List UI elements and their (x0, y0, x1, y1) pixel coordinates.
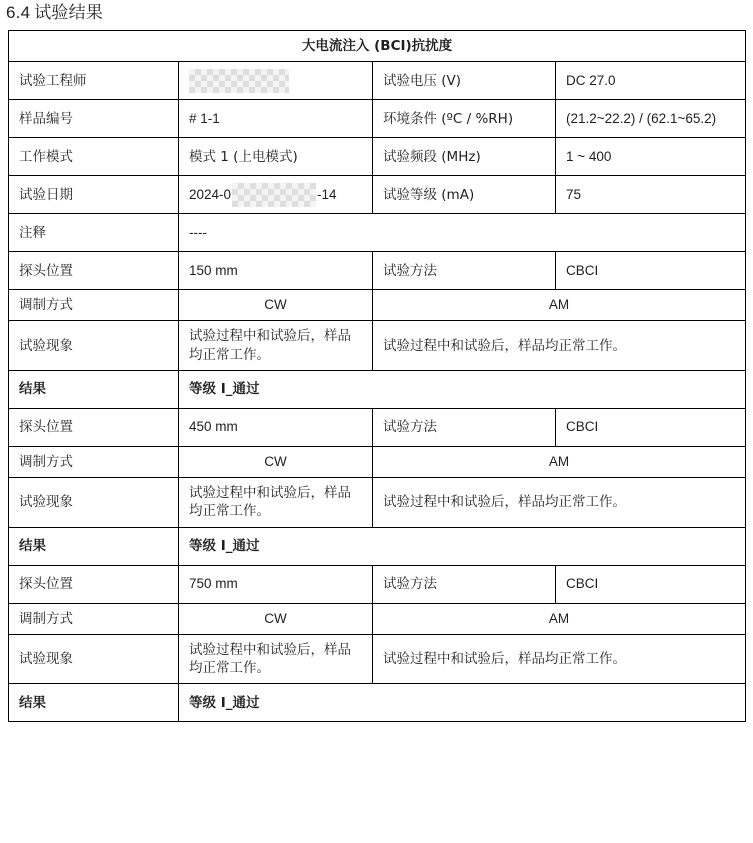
label-note: 注释 (9, 214, 179, 252)
table-row-probe-position (9, 565, 746, 603)
table-row (9, 100, 746, 138)
table-row-phenomenon (9, 321, 746, 370)
value-test-engineer (179, 62, 373, 100)
label-frequency-band: 试验频段 (MHz) (373, 138, 556, 176)
label-work-mode: 工作模式 (9, 138, 179, 176)
value-note: ---- (179, 214, 746, 252)
table-row-probe-position (9, 408, 746, 446)
test-results-table (8, 30, 746, 722)
label-probe-position-1: 探头位置 (9, 252, 179, 290)
page-title: 试验结果 (34, 3, 104, 23)
table-row-result (9, 370, 746, 408)
table-row-note (9, 214, 746, 252)
table-title-row (9, 31, 746, 62)
table-row (9, 62, 746, 100)
value-frequency-band: 1 ~ 400 (556, 138, 746, 176)
label-phenomenon-2: 试验现象 (9, 478, 179, 527)
test-date-prefix: 2024-0 (189, 186, 232, 202)
value-modulation-am-3: AM (373, 603, 746, 634)
value-phenomenon-am-2: 试验过程中和试验后，样品均正常工作。 (373, 478, 746, 527)
table-row (9, 176, 746, 214)
label-result-3: 结果 (9, 684, 179, 722)
label-modulation-2: 调制方式 (9, 446, 179, 477)
value-phenomenon-cw-1: 试验过程中和试验后，样品均正常工作。 (179, 321, 373, 370)
value-environment-conditions: (21.2~22.2) / (62.1~65.2) (556, 100, 746, 138)
value-test-method-2: CBCI (556, 408, 746, 446)
value-modulation-am-1: AM (373, 290, 746, 321)
value-sample-number: # 1-1 (179, 100, 373, 138)
value-result-3: 等级 I_通过 (179, 684, 746, 722)
value-test-method-1: CBCI (556, 252, 746, 290)
value-probe-position-2: 450 mm (179, 408, 373, 446)
table-row-modulation (9, 446, 746, 477)
label-phenomenon-1: 试验现象 (9, 321, 179, 370)
label-probe-position-3: 探头位置 (9, 565, 179, 603)
label-test-date: 试验日期 (9, 176, 179, 214)
table-row-result (9, 684, 746, 722)
value-phenomenon-am-3: 试验过程中和试验后，样品均正常工作。 (373, 634, 746, 683)
table-row-modulation (9, 290, 746, 321)
table-row-result (9, 527, 746, 565)
value-test-method-3: CBCI (556, 565, 746, 603)
value-test-voltage: DC 27.0 (556, 62, 746, 100)
test-date-suffix: -14 (317, 186, 337, 202)
value-result-1: 等级 I_通过 (179, 370, 746, 408)
redaction-block-date (232, 183, 316, 207)
label-result-1: 结果 (9, 370, 179, 408)
table-row-probe-position (9, 252, 746, 290)
value-test-date (179, 176, 373, 214)
table-row-phenomenon (9, 478, 746, 527)
label-sample-number: 样品编号 (9, 100, 179, 138)
table-row-phenomenon (9, 634, 746, 683)
label-phenomenon-3: 试验现象 (9, 634, 179, 683)
label-probe-position-2: 探头位置 (9, 408, 179, 446)
section-heading (6, 2, 103, 24)
label-modulation-3: 调制方式 (9, 603, 179, 634)
label-test-engineer: 试验工程师 (9, 62, 179, 100)
table-row (9, 138, 746, 176)
value-phenomenon-cw-3: 试验过程中和试验后，样品均正常工作。 (179, 634, 373, 683)
redaction-block-engineer (189, 69, 289, 93)
table-title: 大电流注入 (BCI)抗扰度 (9, 31, 746, 62)
value-modulation-am-2: AM (373, 446, 746, 477)
label-test-method-3: 试验方法 (373, 565, 556, 603)
label-test-method-2: 试验方法 (373, 408, 556, 446)
value-modulation-cw-3: CW (179, 603, 373, 634)
value-work-mode: 模式 1 (上电模式) (179, 138, 373, 176)
value-probe-position-3: 750 mm (179, 565, 373, 603)
label-test-voltage: 试验电压 (V) (373, 62, 556, 100)
value-test-level: 75 (556, 176, 746, 214)
value-modulation-cw-2: CW (179, 446, 373, 477)
value-phenomenon-cw-2: 试验过程中和试验后，样品均正常工作。 (179, 478, 373, 527)
value-modulation-cw-1: CW (179, 290, 373, 321)
label-test-level: 试验等级 (mA) (373, 176, 556, 214)
label-result-2: 结果 (9, 527, 179, 565)
test-results-table-wrapper (8, 30, 745, 722)
section-number: 6.4 (6, 3, 31, 22)
label-modulation-1: 调制方式 (9, 290, 179, 321)
value-result-2: 等级 I_通过 (179, 527, 746, 565)
table-row-modulation (9, 603, 746, 634)
value-probe-position-1: 150 mm (179, 252, 373, 290)
value-phenomenon-am-1: 试验过程中和试验后，样品均正常工作。 (373, 321, 746, 370)
label-environment-conditions: 环境条件 (ºC / %RH) (373, 100, 556, 138)
label-test-method-1: 试验方法 (373, 252, 556, 290)
